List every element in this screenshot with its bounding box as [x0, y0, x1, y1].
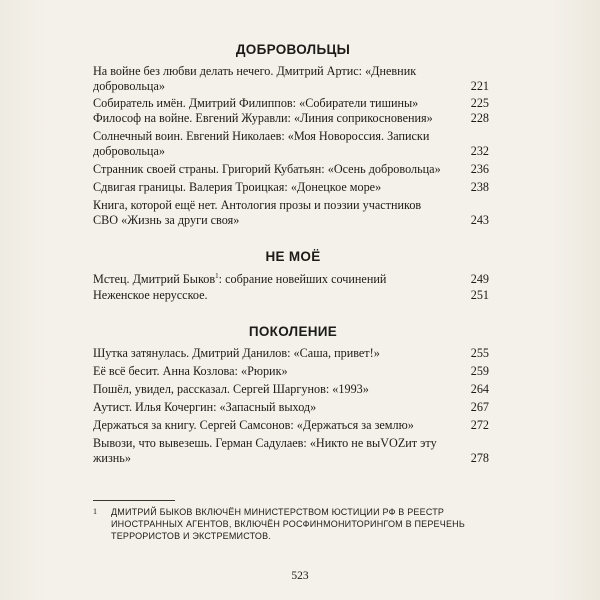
toc-entry [93, 162, 489, 177]
toc-entry-text: Книга, которой ещё нет. Антология прозы и поэзии участников СВО «Жизнь за други своя» [93, 198, 422, 227]
toc-entry-text: Её всё бесит. Анна Козлова: «Рюрик» [93, 364, 288, 378]
toc-entry [93, 418, 489, 433]
toc-entry-page: 238 [470, 180, 489, 194]
toc-entry-text: Неженское нерусское. [93, 288, 208, 302]
toc-entry [93, 400, 489, 415]
toc-entry-page: 243 [470, 213, 489, 227]
toc-entry [93, 111, 489, 126]
footnote-mark: 1 [93, 507, 97, 516]
toc-entry-page: 255 [470, 346, 489, 360]
toc-entry-text: Аутист. Илья Кочергин: «Запасный выход» [93, 400, 317, 414]
toc-entry-page: 272 [470, 418, 489, 432]
footnote-ref: 1 [215, 272, 219, 280]
toc-entry [93, 180, 489, 195]
toc-entry-page: 249 [470, 272, 489, 287]
toc-entry-text: Философ на войне. Евгений Журавли: «Линия соприкосновения» [93, 111, 433, 125]
section-title-generation: ПОКОЛЕНИЕ [248, 324, 338, 339]
toc-entry [93, 198, 489, 228]
toc-entry [93, 96, 489, 111]
toc-entry-page: 225 [470, 96, 489, 110]
toc-entry-page: 236 [470, 162, 489, 176]
page-number: 523 [291, 570, 309, 582]
toc-entry [93, 364, 489, 379]
toc-entry [93, 346, 489, 361]
toc-entry [93, 436, 489, 466]
toc-entry [93, 288, 489, 303]
toc-entry-page: 228 [470, 111, 489, 125]
toc-entry [93, 129, 489, 159]
toc-entry-page: 278 [470, 451, 489, 465]
toc-entry-text: Держаться за книгу. Сергей Самсонов: «Держаться за землю» [93, 418, 414, 432]
footnote-text: ДМИТРИЙ БЫКОВ ВКЛЮЧЁН МИНИСТЕРСТВОМ ЮСТИЦИИ РФ В РЕЕСТР ИНОСТРАННЫХ АГЕНТОВ, ВКЛЮЧЁН РОСФИНМОНИТОРИНГОМ В ПЕРЕЧЕНЬ ТЕРРОРИСТОВ И ЭКСТРЕМИСТОВ. [111, 507, 465, 541]
toc-entry-page: 264 [470, 382, 489, 396]
toc-entry-text: Странник своей страны. Григорий Кубатьян: «Осень добровольца» [93, 162, 441, 176]
toc-entry-page: 221 [470, 79, 489, 93]
toc-entry-page: 232 [470, 144, 489, 158]
toc-entry-page: 259 [470, 364, 489, 378]
toc-entry-text: Сдвигая границы. Валерия Троицкая: «Донецкое море» [93, 180, 382, 194]
toc-entry-text: На войне без любви делать нечего. Дмитрий Артис: «Дневник добровольца» [93, 64, 417, 93]
toc-entry-text: Шутка затянулась. Дмитрий Данилов: «Саша, привет!» [93, 346, 380, 360]
toc-entry [93, 382, 489, 397]
section-title-not-mine: НЕ МОЁ [265, 249, 321, 264]
toc-entry-page: 251 [470, 288, 489, 302]
toc-entry-text: Пошёл, увидел, рассказал. Сергей Шаргунов: «1993» [93, 382, 369, 396]
toc-entry [93, 269, 489, 287]
toc-entry-text: Солнечный воин. Евгений Николаев: «Моя Новороссия. Записки добровольца» [93, 129, 430, 158]
footnote-rule [93, 500, 175, 501]
toc-entry-text: Мстец. Дмитрий Быков$^1$: собрание новейших сочинений [93, 272, 387, 287]
toc-entry [93, 64, 489, 94]
section-title-volunteers: ДОБРОВОЛЬЦЫ [235, 42, 351, 57]
toc-entry-page: 267 [470, 400, 489, 414]
toc-entry-text: Собиратель имён. Дмитрий Филиппов: «Собиратели тишины» [93, 96, 419, 110]
toc-entry-text: Вывози, что вывезешь. Герман Садулаев: «Никто не выVOZит эту жизнь» [93, 436, 437, 465]
